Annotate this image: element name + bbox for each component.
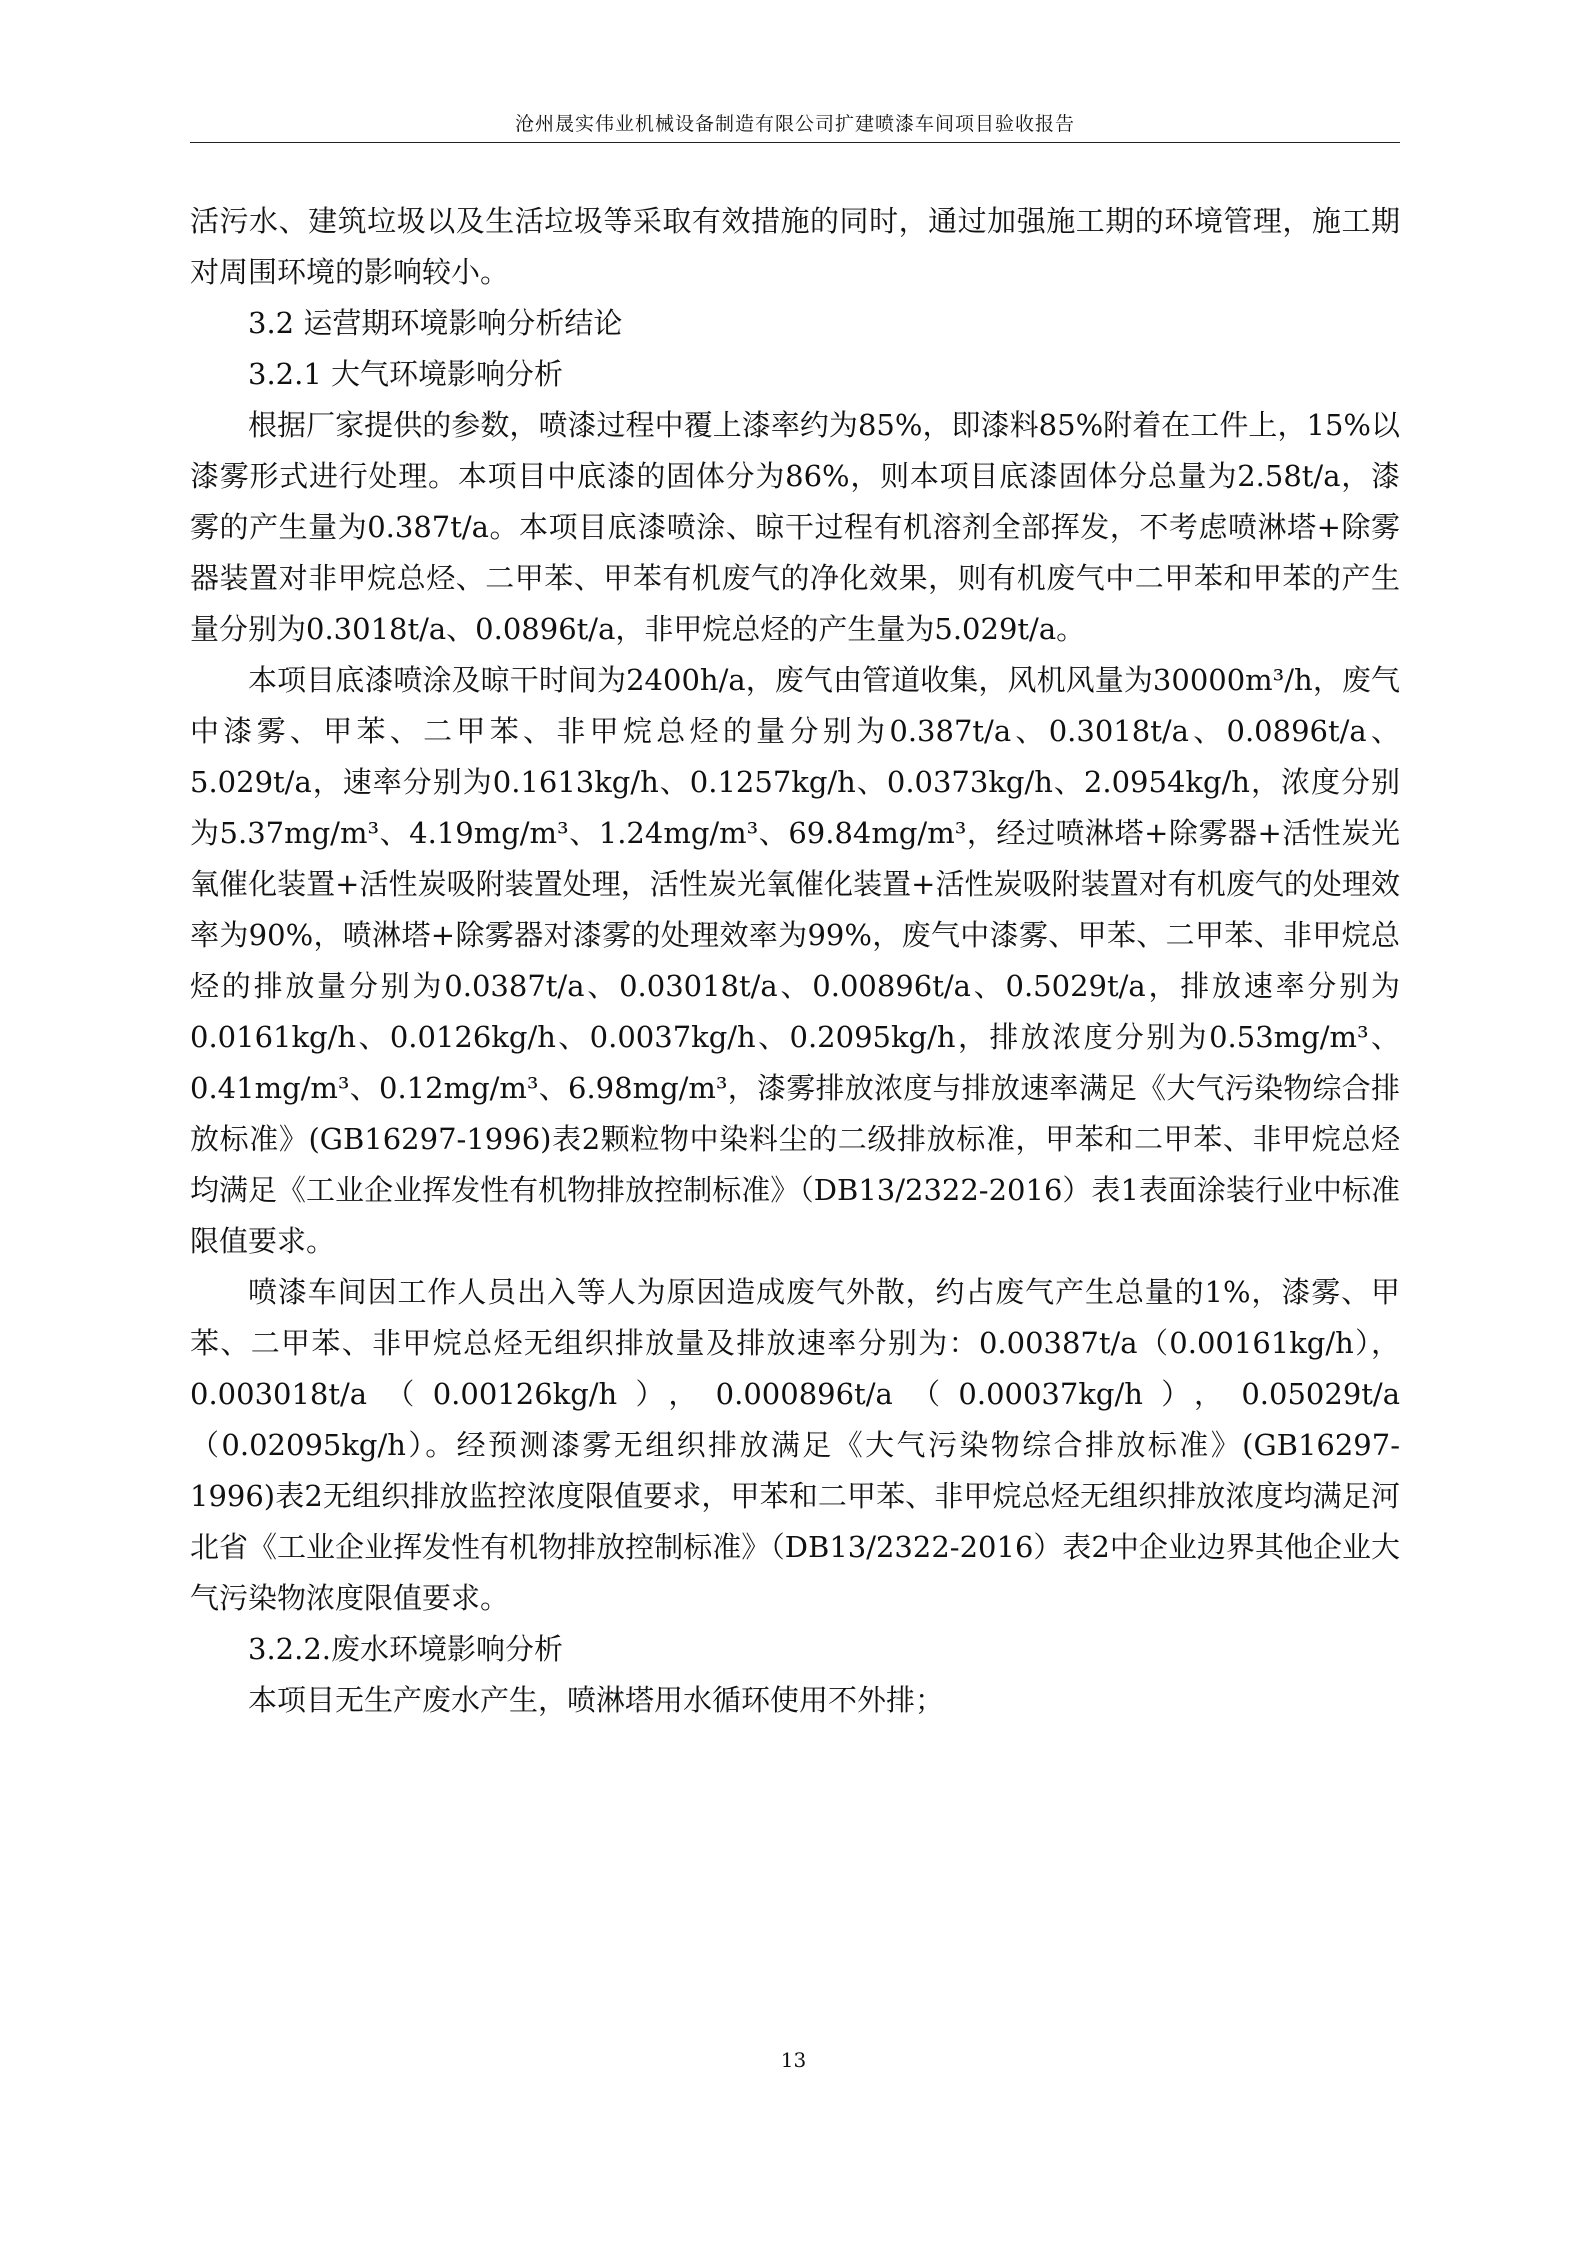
page-number: 13 xyxy=(780,2048,807,2072)
header-divider xyxy=(190,142,1400,143)
paragraph-fugitive-emissions: 喷漆车间因工作人员出入等人为原因造成废气外散，约占废气产生总量的1%，漆雾、甲苯、二甲苯、非甲烷总烃无组织排放量及排放速率分别为：0.00387t/a（0.00161kg/h），0.003018t/a（0.00126kg/h），0.000896t/a（0.00037kg/h），0.05029t/a（0.02095kg/h）。经预测漆雾无组织排放满足《大气污染物综合排放标准》(GB16297-1996)表2无组织排放监控浓度限值要求，甲苯和二甲苯、非甲烷总烃无组织排放浓度均满足河北省《工业企业挥发性有机物排放控制标准》（DB13/2322-2016）表2中企业边界其他企业大气污染物浓度限值要求。 xyxy=(190,1275,1400,1615)
document-body xyxy=(190,196,1400,1726)
page-header-title: 沧州晟实伟业机械设备制造有限公司扩建喷漆车间项目验收报告 xyxy=(514,113,1075,135)
paragraph-air-emissions: 本项目底漆喷涂及晾干时间为2400h/a，废气由管道收集，风机风量为30000m³/h，废气中漆雾、甲苯、二甲苯、非甲烷总烃的量分别为0.387t/a、0.3018t/a、0.0896t/a、5.029t/a，速率分别为0.1613kg/h、0.1257kg/h、0.0373kg/h、2.0954kg/h，浓度分别为5.37mg/m³、4.19mg/m³、1.24mg/m³、69.84mg/m³，经过喷淋塔+除雾器+活性炭光氧催化装置+活性炭吸附装置处理，活性炭光氧催化装置+活性炭吸附装置对有机废气的处理效率为90%，喷淋塔+除雾器对漆雾的处理效率为99%，废气中漆雾、甲苯、二甲苯、非甲烷总烃的排放量分别为0.0387t/a、0.03018t/a、0.00896t/a、0.5029t/a，排放速率分别为0.0161kg/h、0.0126kg/h、0.0037kg/h、0.2095kg/h，排放浓度分别为0.53mg/m³、0.41mg/m³、0.12mg/m³、6.98mg/m³，漆雾排放浓度与排放速率满足《大气污染物综合排放标准》(GB16297-1996)表2颗粒物中染料尘的二级排放标准，甲苯和二甲苯、非甲烷总烃均满足《工业企业挥发性有机物排放控制标准》（DB13/2322-2016）表1表面涂装行业中标准限值要求。 xyxy=(190,663,1400,1258)
paragraph-continuation: 活污水、建筑垃圾以及生活垃圾等采取有效措施的同时，通过加强施工期的环境管理，施工期对周围环境的影响较小。 xyxy=(190,204,1400,289)
section-heading-3-2-2: 3.2.2.废水环境影响分析 xyxy=(248,1632,564,1666)
section-heading-3-2: 3.2 运营期环境影响分析结论 xyxy=(248,306,623,340)
paragraph-wastewater: 本项目无生产废水产生，喷淋塔用水循环使用不外排； xyxy=(248,1683,945,1717)
section-heading-3-2-1: 3.2.1 大气环境影响分析 xyxy=(248,357,564,391)
paragraph-air-params: 根据厂家提供的参数，喷漆过程中覆上漆率约为85%，即漆料85%附着在工件上，15%以漆雾形式进行处理。本项目中底漆的固体分为86%，则本项目底漆固体分总量为2.58t/a，漆雾的产生量为0.387t/a。本项目底漆喷涂、晾干过程有机溶剂全部挥发，不考虑喷淋塔+除雾器装置对非甲烷总烃、二甲苯、甲苯有机废气的净化效果，则有机废气中二甲苯和甲苯的产生量分别为0.3018t/a、0.0896t/a，非甲烷总烃的产生量为5.029t/a。 xyxy=(190,408,1400,646)
